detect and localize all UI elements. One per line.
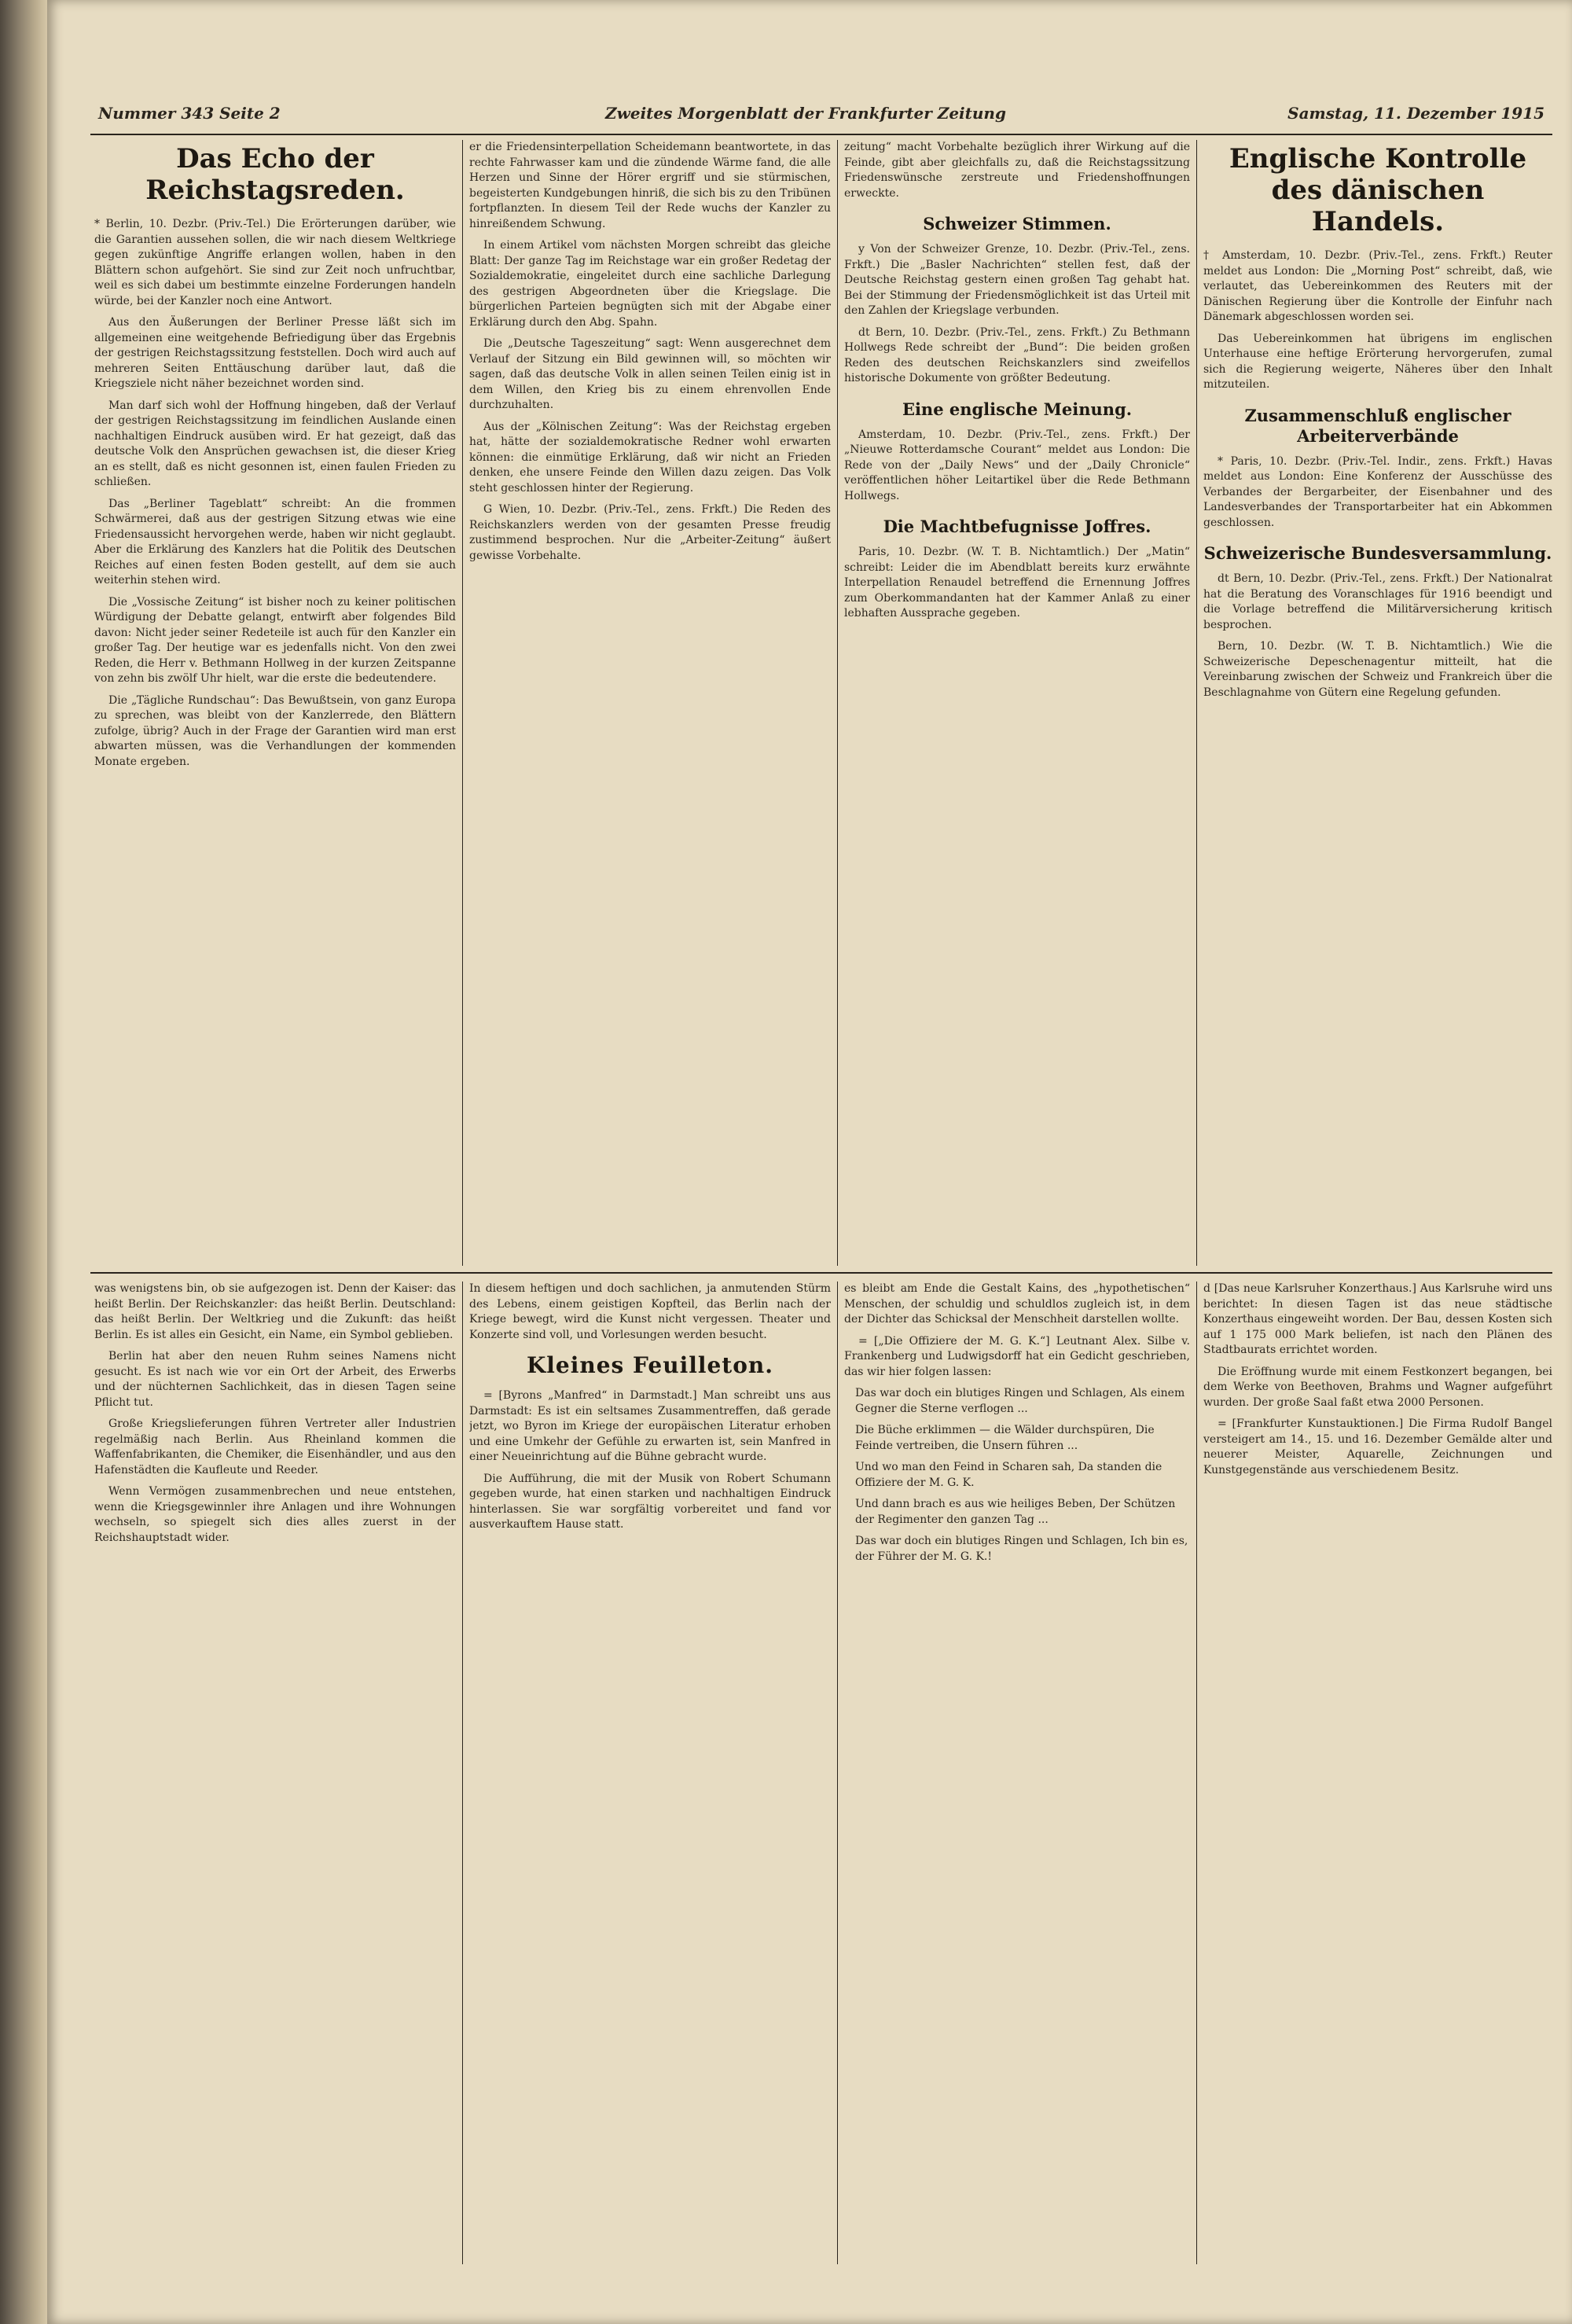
- newspaper-page: [47, 0, 1572, 2324]
- paragraph: Aus den Äußerungen der Berliner Presse läßt sich im allgemeinen eine weitgehende Befriedigung über das Ergebnis der gestrigen Reichstagssitzung feststellen. Doch wird auch auf mehreren Seiten Enttäuschung darüber laut, daß die Kriegsziele nicht näher bezeichnet worden sind.: [94, 316, 456, 390]
- paragraph: d [Das neue Karlsruher Konzerthaus.] Aus Karlsruhe wird uns berichtet: In diesen Tagen ist das neue städtische Konzerthaus eingeweiht worden. Der Bau, dessen Kosten sich auf 1 175 000 Mark beliefen, ist nach den Plänen des Stadtbaurats errichtet worden.: [1203, 1282, 1552, 1356]
- feuilleton-column: [469, 1282, 831, 2264]
- paragraph: es bleibt am Ende die Gestalt Kains, des „hypothetischen“ Menschen, der schuldig und schuldlos zugleich ist, in dem der Dichter das Schicksal der Menschheit darstellen wollte.: [844, 1282, 1190, 1326]
- issue-date: Samstag, 11. Dezember 1915: [1287, 104, 1544, 123]
- paragraph: = [„Die Offiziere der M. G. K.“] Leutnant Alex. Silbe v. Frankenberg und Ludwigsdorff hat ein Gedicht geschrieben, das wir hier folgen lassen:: [844, 1334, 1190, 1378]
- column-divider: [1196, 1282, 1197, 2264]
- paragraph: dt Bern, 10. Dezbr. (Priv.-Tel., zens. Frkft.) Zu Bethmann Hollwegs Rede schreibt der „Bund“: Die beiden großen Reden des deutschen Reichskanzlers sind zweifellos historische Dokumente von größter Bedeutung.: [844, 325, 1190, 384]
- paragraph: Die Aufführung, die mit der Musik von Robert Schumann gegeben wurde, hat einen starken und nachhaltigen Eindruck hinterlassen. Sie war sorgfältig vorbereitet und fand vor ausverkauftem Hause statt.: [469, 1472, 831, 1531]
- paragraph: * Paris, 10. Dezbr. (Priv.-Tel. Indir., zens. Frkft.) Havas meldet aus London: Eine Konferenz der Ausschüsse des Verbandes der Bergarbeiter, der Eisenbahner und des Landesverbandes der Transportarbeiter hat ein Abkommen geschlossen.: [1203, 454, 1552, 529]
- paper-title: Zweites Morgenblatt der Frankfurter Zeitung: [605, 104, 1006, 123]
- paragraph: Die „Deutsche Tageszeitung“ sagt: Wenn ausgerechnet dem Verlauf der Sitzung ein Bild gewinnen will, so möchten wir sagen, daß das deutsche Volk in allen seinen Teilen einig ist in dem Willen, den Krieg bis zu einem ehrenvollen Ende durchzuhalten.: [469, 337, 831, 411]
- paragraph: was wenigstens bin, ob sie aufgezogen ist. Denn der Kaiser: das heißt Berlin. Der Reichskanzler: das heißt Berlin. Deutschland: das heißt Berlin. Der Weltkrieg und die Zukunft: das heißt Berlin. Es ist alles ein Gesicht, ein Name, ein Symbol geblieben.: [94, 1282, 456, 1341]
- headline: Das Echo der Reichstagsreden.: [145, 143, 405, 206]
- paragraph: dt Bern, 10. Dezbr. (Priv.-Tel., zens. Frkft.) Der Nationalrat hat die Beratung des Voranschlages für 1916 beendigt und die Vorlage betreffend die Militärversicherung kritisch besprochen.: [1203, 572, 1552, 631]
- book-spine: [0, 0, 47, 2324]
- masthead: [90, 99, 1552, 135]
- column-divider: [837, 140, 838, 1266]
- paragraph: * Berlin, 10. Dezbr. (Priv.-Tel.) Die Erörterungen darüber, wie die Garantien aussehen sollen, die wir nach diesem Weltkriege gegen zukünftige Angriffe erlangen wollen, haben in den Blättern schon aufgehört. Sie sind zur Zeit noch unfruchtbar, weil es sich dabei um bestimmte einzelne Forderungen handeln würde, bei der Kanzler noch eine Antwort.: [94, 218, 456, 307]
- feature-column-berlin: [94, 1282, 456, 2264]
- paragraph: y Von der Schweizer Grenze, 10. Dezbr. (Priv.-Tel., zens. Frkft.) Die „Basler Nachrichten“ stellen fest, daß der Deutsche Reichstag gestern einen großen Tag gehabt hat. Bei der Stimmung der Friedensmöglichkeit ist das Urteil mit den Zahlen der Kriegslage verbunden.: [844, 243, 1190, 317]
- article-column-reichstag-cont: [469, 140, 831, 1266]
- headline: Englische Kontrolle des dänischen Handels.: [1229, 143, 1527, 237]
- subheading: Die Machtbefugnisse Joffres.: [883, 517, 1151, 536]
- subheading: Eine englische Meinung.: [902, 399, 1133, 419]
- paragraph: Die „Vossische Zeitung“ ist bisher noch zu keiner politischen Würdigung der Debatte gelangt, entwirft aber folgendes Bild davon: Nicht jeder seiner Redeteile ist auch für den Kanzler ein großer Tag. Der heutige war es jedenfalls nicht. Von den zwei Reden, die Herr v. Bethmann Hollweg in der kurzen Zeitspanne von zehn bis zwölf Uhr hielt, war die erste die bedeutendere.: [94, 595, 456, 685]
- poem-stanza: Das war doch ein blutiges Ringen und Schlagen, Ich bin es, der Führer der M. G. K.!: [855, 1535, 1188, 1563]
- paragraph: Die Eröffnung wurde mit einem Festkonzert begangen, bei dem Werke von Beethoven, Brahms und Wagner aufgeführt wurden. Der große Saal faßt etwa 2000 Personen.: [1203, 1365, 1552, 1409]
- paragraph: Die „Tägliche Rundschau“: Das Bewußtsein, von ganz Europa zu sprechen, was bleibt von der Kanzlerrede, den Blättern zufolge, übrig? Auch in der Frage der Garantien wird man erst abwarten müssen, was die Verhandlungen der kommenden Monate ergeben.: [94, 693, 456, 768]
- paragraph: = [Frankfurter Kunstauktionen.] Die Firma Rudolf Bangel versteigert am 14., 15. und 16. Dezember Gemälde alter und neuerer Meister, Aquarelle, Zeichnungen und Kunstgegenstände aus verschiedenem Besitz.: [1203, 1418, 1552, 1476]
- poem-stanza: Die Büche erklimmen — die Wälder durchspüren, Die Feinde vertreiben, die Unsern führen ...: [855, 1424, 1155, 1452]
- column-divider: [837, 1282, 838, 2264]
- subheading: Schweizer Stimmen.: [923, 214, 1111, 234]
- arts-notes-column: [1203, 1282, 1552, 2264]
- paragraph: Paris, 10. Dezbr. (W. T. B. Nichtamtlich.) Der „Matin“ schreibt: Leider die im Abendblatt bereits kurz erwähnte Interpellation Renaudel betreffend die Ernennung Joffres zum Oberkommandanten hat der Kammer Anlaß zu einer lebhaften Aussprache gegeben.: [844, 546, 1190, 620]
- paragraph: Man darf sich wohl der Hoffnung hingeben, daß der Verlauf der gestrigen Reichstagssitzung im feindlichen Auslande einen nachhaltigen Eindruck ausüben wird. Er hat gezeigt, daß das deutsche Volk den Ansprüchen gewachsen ist, die dieser Krieg an es stellt, daß es nicht gesonnen ist, einen faulen Frieden zu schließen.: [94, 399, 456, 488]
- article-column-danish-trade: [1203, 140, 1552, 1266]
- paragraph: † Amsterdam, 10. Dezbr. (Priv.-Tel., zens. Frkft.) Reuter meldet aus London: Die „Morning Post“ schreibt, daß, wie verlautet, das Uebereinkommen des Reuters mit der Dänischen Regierung über die Kontrolle der Einfuhr nach Dänemark abgeschlossen worden sei.: [1203, 249, 1552, 323]
- paragraph: Berlin hat aber den neuen Ruhm seines Namens nicht gesucht. Es ist nach wie vor ein Ort der Arbeit, des Erwerbs und der nüchternen Sachlichkeit, das in diesen Tagen seine Pflicht tut.: [94, 1350, 456, 1409]
- column-divider: [462, 1282, 463, 2264]
- paragraph: Das Uebereinkommen hat übrigens im englischen Unterhause eine heftige Erörterung hervorgerufen, zumal sich die Regierung weigerte, Näheres über den Inhalt mitzuteilen.: [1203, 332, 1552, 391]
- paragraph: In einem Artikel vom nächsten Morgen schreibt das gleiche Blatt: Der ganze Tag im Reichstage war ein großer Redetag der Sozialdemokratie, eingeleitet durch eine sachliche Darlegung des gestrigen Abgeordneten über die Kriegslage. Die bürgerlichen Parteien begnügten sich mit der Abgabe einer Erklärung durch den Abg. Spahn.: [469, 239, 831, 329]
- poem-stanza: Und dann brach es aus wie heiliges Beben, Der Schützen der Regimenter den ganzen Tag ...: [855, 1498, 1176, 1526]
- paragraph: Amsterdam, 10. Dezbr. (Priv.-Tel., zens. Frkft.) Der „Nieuwe Rotterdamsche Courant“ meldet aus London: Die Rede von der „Daily News“ und der „Daily Chronicle“ veröffentlichen höher Leitartikel über die Rede Bethmann Hollwegs.: [844, 428, 1190, 502]
- paragraph: er die Friedensinterpellation Scheidemann beantwortete, in das rechte Fahrwasser kam und die zündende Wärme fand, die alle Herzen und Sinne der Hörer ergriff und sie stürmischen, begeisterten Kundgebungen hinriß, die sich bis zu den Tribünen fortpflanzten. In diesem Teil der Rede wuchs der Kanzler zu hinreißendem Schwung.: [469, 141, 831, 230]
- paragraph: G Wien, 10. Dezbr. (Priv.-Tel., zens. Frkft.) Die Reden des Reichskanzlers werden von der gesamten Presse freudig zustimmend besprochen. Nur die „Arbeiter-Zeitung“ äußert gewisse Vorbehalte.: [469, 503, 831, 562]
- paragraph: In diesem heftigen und doch sachlichen, ja anmutenden Stürm des Lebens, einem geistigen Kopfteil, das Berlin nach der Kriege bewegt, wird die Kunst nicht vergessen. Theater und Konzerte sind voll, und Vorlesungen werden besucht.: [469, 1282, 831, 1341]
- issue-number: Nummer 343 Seite 2: [98, 104, 281, 123]
- column-divider: [462, 140, 463, 1266]
- paragraph: Das „Berliner Tageblatt“ schreibt: An die frommen Schwärmerei, daß aus der gestrigen Sitzung etwas wie eine Friedensaussicht hervorgehen werde, haben wir nicht geglaubt. Aber die Erklärung des Kanzlers hat die Politik des Deutschen Reiches auf einen festen Boden gestellt, auf dem sie auch weiterhin stehen wird.: [94, 497, 456, 587]
- paragraph: Bern, 10. Dezbr. (W. T. B. Nichtamtlich.) Wie die Schweizerische Depeschenagentur mitteilt, hat die Vereinbarung zwischen der Schweiz und Frankreich über die Beschlagnahme von Gütern eine Regelung gefunden.: [1203, 640, 1552, 699]
- subheading: Zusammenschluß englischer Arbeiterverbände: [1244, 405, 1511, 446]
- poem-stanza: Das war doch ein blutiges Ringen und Schlagen, Als einem Gegner die Sterne verflogen ...: [855, 1387, 1185, 1415]
- feuilleton-poem-column: [844, 1282, 1190, 2264]
- article-column-foreign-voices: [844, 140, 1190, 1266]
- section-divider: [90, 1272, 1552, 1274]
- paragraph: Aus der „Kölnischen Zeitung“: Was der Reichstag ergeben hat, hätte der sozialdemokratische Redner wohl erwarten können: die einmütige Erklärung, daß wir nicht an Frieden denken, ehe unsere Feinde den Willen dazu zeigen. Das Volk steht geschlossen hinter der Regierung.: [469, 420, 831, 495]
- article-column-reichstag: [94, 140, 456, 1266]
- subheading: Schweizerische Bundesversammlung.: [1203, 543, 1552, 563]
- paragraph: zeitung“ macht Vorbehalte bezüglich ihrer Wirkung auf die Feinde, gibt aber gleichfalls zu, daß die Reichstagssitzung Friedenswünsche zerstreute und Friedenshoffnungen erweckte.: [844, 141, 1190, 200]
- paragraph: Wenn Vermögen zusammenbrechen und neue entstehen, wenn die Kriegsgewinnler ihre Anlagen und ihre Wohnungen wechseln, so spiegelt sich dies alles zuerst in der Reichshauptstadt wider.: [94, 1485, 456, 1544]
- section-heading: Kleines Feuilleton.: [526, 1352, 774, 1378]
- paragraph: Große Kriegslieferungen führen Vertreter aller Industrien regelmäßig nach Berlin. Aus Rheinland kommen die Waffenfabrikanten, die Chemiker, die Eisenhändler, und aus den Hafenstädten die Kaufleute und Reeder.: [94, 1418, 456, 1476]
- column-divider: [1196, 140, 1197, 1266]
- paragraph: = [Byrons „Manfred“ in Darmstadt.] Man schreibt uns aus Darmstadt: Es ist ein seltsames Zusammentreffen, daß gerade jetzt, wo Byron im Kriege der europäischen Literatur erhoben und eine Umkehr der Gefühle zu erwarten ist, sein Manfred in einer Neueinrichtung auf die Bühne gebracht wurde.: [469, 1389, 831, 1463]
- poem-stanza: Und wo man den Feind in Scharen sah, Da standen die Offiziere der M. G. K.: [855, 1461, 1162, 1489]
